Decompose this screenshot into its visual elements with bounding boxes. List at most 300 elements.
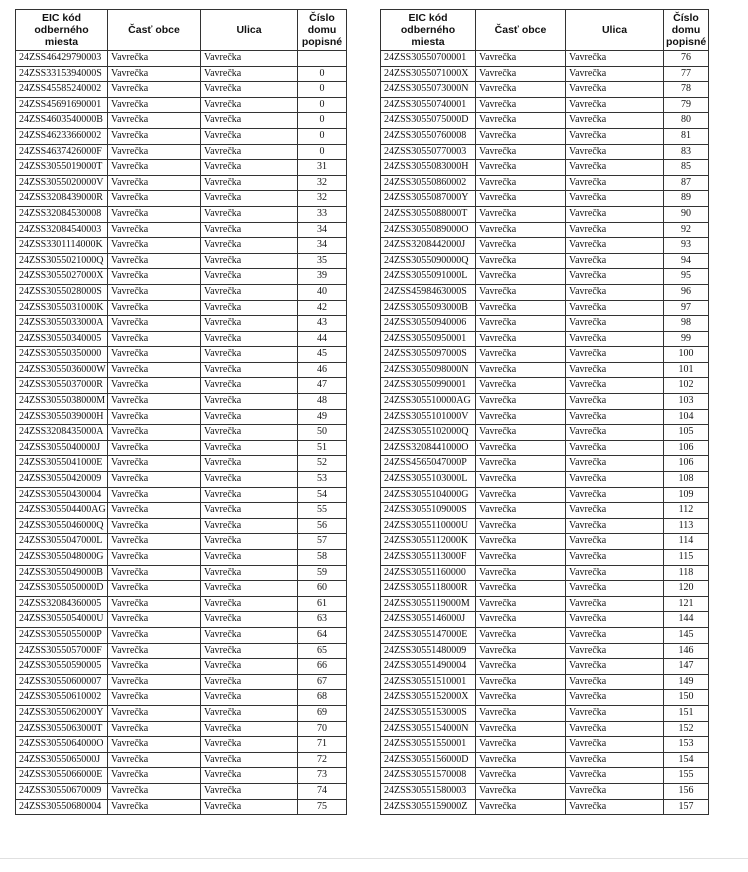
cell-eic: 24ZSS3315394000S <box>16 66 108 82</box>
table-row <box>16 783 347 799</box>
header-street: Ulica <box>201 10 298 51</box>
cell-street: Vavrečka <box>566 160 664 176</box>
cell-street: Vavrečka <box>201 737 298 753</box>
table-row <box>16 565 347 581</box>
cell-num: 77 <box>664 66 709 82</box>
cell-part: Vavrečka <box>476 394 566 410</box>
cell-num: 154 <box>664 752 709 768</box>
cell-part: Vavrečka <box>108 487 201 503</box>
cell-street: Vavrečka <box>566 472 664 488</box>
cell-num: 54 <box>298 487 347 503</box>
table-row <box>16 66 347 82</box>
cell-part: Vavrečka <box>108 394 201 410</box>
cell-part: Vavrečka <box>108 472 201 488</box>
cell-eic: 24ZSS3055154000N <box>381 721 476 737</box>
table-row <box>16 409 347 425</box>
cell-street: Vavrečka <box>201 66 298 82</box>
cell-num: 109 <box>664 487 709 503</box>
cell-eic: 24ZSS3055153000S <box>381 705 476 721</box>
cell-part: Vavrečka <box>476 440 566 456</box>
cell-eic: 24ZSS3055146000J <box>381 612 476 628</box>
cell-num: 60 <box>298 581 347 597</box>
cell-eic: 24ZSS46233660002 <box>16 128 108 144</box>
table-row <box>16 768 347 784</box>
table-row <box>16 487 347 503</box>
table-row <box>381 612 709 628</box>
cell-num: 40 <box>298 284 347 300</box>
cell-part: Vavrečka <box>476 51 566 67</box>
table-row <box>381 550 709 566</box>
table-row <box>16 160 347 176</box>
cell-num: 146 <box>664 643 709 659</box>
cell-part: Vavrečka <box>108 66 201 82</box>
cell-eic: 24ZSS3055159000Z <box>381 799 476 815</box>
cell-part: Vavrečka <box>108 612 201 628</box>
table-row <box>16 705 347 721</box>
table-row <box>381 799 709 815</box>
cell-eic: 24ZSS3055027000X <box>16 269 108 285</box>
cell-eic: 24ZSS3055110000U <box>381 518 476 534</box>
cell-street: Vavrečka <box>201 191 298 207</box>
cell-num: 96 <box>664 284 709 300</box>
cell-eic: 24ZSS3055039000H <box>16 409 108 425</box>
table-row <box>381 596 709 612</box>
cell-eic: 24ZSS3055090000Q <box>381 253 476 269</box>
cell-num: 92 <box>664 222 709 238</box>
cell-part: Vavrečka <box>108 503 201 519</box>
cell-num: 115 <box>664 550 709 566</box>
cell-part: Vavrečka <box>108 596 201 612</box>
cell-street: Vavrečka <box>566 565 664 581</box>
cell-part: Vavrečka <box>476 472 566 488</box>
cell-street: Vavrečka <box>201 394 298 410</box>
cell-part: Vavrečka <box>108 705 201 721</box>
cell-street: Vavrečka <box>566 51 664 67</box>
cell-eic: 24ZSS3055087000Y <box>381 191 476 207</box>
table-row <box>16 799 347 815</box>
cell-street: Vavrečka <box>566 799 664 815</box>
cell-eic: 24ZSS30551580003 <box>381 783 476 799</box>
cell-eic: 24ZSS30551570008 <box>381 768 476 784</box>
cell-part: Vavrečka <box>476 456 566 472</box>
cell-street: Vavrečka <box>201 206 298 222</box>
cell-num: 0 <box>298 113 347 129</box>
cell-street: Vavrečka <box>201 160 298 176</box>
cell-street: Vavrečka <box>566 206 664 222</box>
cell-part: Vavrečka <box>476 66 566 82</box>
cell-num: 34 <box>298 238 347 254</box>
cell-street: Vavrečka <box>201 409 298 425</box>
cell-num: 145 <box>664 627 709 643</box>
cell-street: Vavrečka <box>201 51 298 67</box>
cell-part: Vavrečka <box>476 503 566 519</box>
table-row <box>16 534 347 550</box>
table-row <box>16 737 347 753</box>
cell-num: 32 <box>298 191 347 207</box>
cell-part: Vavrečka <box>108 347 201 363</box>
table-row <box>381 581 709 597</box>
cell-street: Vavrečka <box>201 378 298 394</box>
cell-part: Vavrečka <box>476 362 566 378</box>
cell-eic: 24ZSS3055020000V <box>16 175 108 191</box>
cell-eic: 24ZSS30551510001 <box>381 674 476 690</box>
cell-street: Vavrečka <box>566 394 664 410</box>
cell-street: Vavrečka <box>566 425 664 441</box>
cell-part: Vavrečka <box>108 534 201 550</box>
cell-num: 95 <box>664 269 709 285</box>
cell-num: 76 <box>664 51 709 67</box>
table-row <box>381 752 709 768</box>
table-row <box>381 409 709 425</box>
table-row <box>381 659 709 675</box>
cell-eic: 24ZSS3055062000Y <box>16 705 108 721</box>
cell-num: 69 <box>298 705 347 721</box>
cell-num: 45 <box>298 347 347 363</box>
cell-part: Vavrečka <box>476 175 566 191</box>
cell-eic: 24ZSS4637426000F <box>16 144 108 160</box>
cell-eic: 24ZSS3055041000E <box>16 456 108 472</box>
cell-part: Vavrečka <box>476 705 566 721</box>
cell-street: Vavrečka <box>201 565 298 581</box>
table-row <box>16 550 347 566</box>
table-row <box>16 331 347 347</box>
cell-street: Vavrečka <box>201 97 298 113</box>
cell-num: 156 <box>664 783 709 799</box>
cell-num: 44 <box>298 331 347 347</box>
cell-eic: 24ZSS3055112000K <box>381 534 476 550</box>
cell-num: 114 <box>664 534 709 550</box>
cell-eic: 24ZSS3055104000G <box>381 487 476 503</box>
cell-eic: 24ZSS3055071000X <box>381 66 476 82</box>
cell-part: Vavrečka <box>476 331 566 347</box>
cell-eic: 24ZSS3055031000K <box>16 300 108 316</box>
cell-num: 150 <box>664 690 709 706</box>
cell-part: Vavrečka <box>108 300 201 316</box>
table-row <box>16 518 347 534</box>
cell-street: Vavrečka <box>201 534 298 550</box>
cell-num: 118 <box>664 565 709 581</box>
cell-part: Vavrečka <box>476 690 566 706</box>
cell-street: Vavrečka <box>201 799 298 815</box>
table-row <box>381 565 709 581</box>
cell-eic: 24ZSS30550600007 <box>16 674 108 690</box>
cell-street: Vavrečka <box>566 82 664 98</box>
cell-street: Vavrečka <box>566 347 664 363</box>
cell-street: Vavrečka <box>566 238 664 254</box>
cell-part: Vavrečka <box>108 82 201 98</box>
cell-street: Vavrečka <box>201 222 298 238</box>
cell-part: Vavrečka <box>108 581 201 597</box>
table-row <box>381 238 709 254</box>
cell-street: Vavrečka <box>201 581 298 597</box>
cell-street: Vavrečka <box>566 113 664 129</box>
cell-part: Vavrečka <box>108 550 201 566</box>
cell-num: 64 <box>298 627 347 643</box>
cell-eic: 24ZSS3055038000M <box>16 394 108 410</box>
table-row <box>381 66 709 82</box>
cell-part: Vavrečka <box>108 674 201 690</box>
cell-street: Vavrečka <box>201 503 298 519</box>
cell-num: 48 <box>298 394 347 410</box>
table-row <box>381 128 709 144</box>
cell-num: 75 <box>298 799 347 815</box>
cell-eic: 24ZSS3208441000O <box>381 440 476 456</box>
table-row <box>16 128 347 144</box>
cell-eic: 24ZSS3055083000H <box>381 160 476 176</box>
table-row <box>381 300 709 316</box>
cell-part: Vavrečka <box>108 440 201 456</box>
cell-eic: 24ZSS30550950001 <box>381 331 476 347</box>
cell-part: Vavrečka <box>476 768 566 784</box>
cell-num: 83 <box>664 144 709 160</box>
cell-street: Vavrečka <box>566 378 664 394</box>
cell-part: Vavrečka <box>476 97 566 113</box>
table-row <box>16 721 347 737</box>
cell-num: 81 <box>664 128 709 144</box>
cell-num: 149 <box>664 674 709 690</box>
cell-eic: 24ZSS3055152000X <box>381 690 476 706</box>
cell-num: 71 <box>298 737 347 753</box>
cell-num: 55 <box>298 503 347 519</box>
cell-eic: 24ZSS32084360005 <box>16 596 108 612</box>
cell-street: Vavrečka <box>566 66 664 82</box>
cell-num: 106 <box>664 440 709 456</box>
cell-part: Vavrečka <box>108 690 201 706</box>
cell-part: Vavrečka <box>108 643 201 659</box>
table-row <box>16 362 347 378</box>
cell-street: Vavrečka <box>566 783 664 799</box>
cell-street: Vavrečka <box>201 300 298 316</box>
cell-num: 94 <box>664 253 709 269</box>
cell-eic: 24ZSS3055156000D <box>381 752 476 768</box>
cell-part: Vavrečka <box>108 752 201 768</box>
table-row <box>16 581 347 597</box>
cell-part: Vavrečka <box>476 534 566 550</box>
cell-eic: 24ZSS3301114000K <box>16 238 108 254</box>
cell-part: Vavrečka <box>476 783 566 799</box>
cell-part: Vavrečka <box>108 191 201 207</box>
table-row <box>381 331 709 347</box>
cell-part: Vavrečka <box>108 659 201 675</box>
cell-num: 73 <box>298 768 347 784</box>
cell-part: Vavrečka <box>108 378 201 394</box>
cell-eic: 24ZSS3208439000R <box>16 191 108 207</box>
cell-street: Vavrečka <box>201 487 298 503</box>
cell-street: Vavrečka <box>566 222 664 238</box>
cell-part: Vavrečka <box>108 627 201 643</box>
cell-num: 105 <box>664 425 709 441</box>
cell-eic: 24ZSS3055019000T <box>16 160 108 176</box>
table-row <box>16 612 347 628</box>
cell-eic: 24ZSS4603540000B <box>16 113 108 129</box>
cell-eic: 24ZSS30550770003 <box>381 144 476 160</box>
table-row <box>16 627 347 643</box>
cell-street: Vavrečka <box>201 674 298 690</box>
cell-eic: 24ZSS3055091000L <box>381 269 476 285</box>
cell-street: Vavrečka <box>201 238 298 254</box>
cell-street: Vavrečka <box>201 128 298 144</box>
cell-eic: 24ZSS3055089000O <box>381 222 476 238</box>
cell-eic: 24ZSS3055119000M <box>381 596 476 612</box>
table-row <box>16 238 347 254</box>
table-row <box>381 362 709 378</box>
cell-street: Vavrečka <box>201 518 298 534</box>
cell-num: 89 <box>664 191 709 207</box>
cell-part: Vavrečka <box>108 144 201 160</box>
cell-street: Vavrečka <box>201 269 298 285</box>
header-row <box>381 10 709 51</box>
cell-eic: 24ZSS3055064000O <box>16 737 108 753</box>
table-row <box>16 659 347 675</box>
cell-eic: 24ZSS3055036000W <box>16 362 108 378</box>
cell-part: Vavrečka <box>108 97 201 113</box>
table-row <box>16 425 347 441</box>
cell-num: 61 <box>298 596 347 612</box>
table-row <box>381 82 709 98</box>
cell-num: 67 <box>298 674 347 690</box>
cell-num: 31 <box>298 160 347 176</box>
cell-eic: 24ZSS3055066000E <box>16 768 108 784</box>
table-row <box>16 82 347 98</box>
cell-eic: 24ZSS30550760008 <box>381 128 476 144</box>
table-row <box>16 752 347 768</box>
cell-eic: 24ZSS30550350000 <box>16 347 108 363</box>
cell-num: 0 <box>298 97 347 113</box>
cell-part: Vavrečka <box>476 82 566 98</box>
cell-street: Vavrečka <box>201 768 298 784</box>
cell-street: Vavrečka <box>201 331 298 347</box>
cell-part: Vavrečka <box>108 456 201 472</box>
cell-street: Vavrečka <box>566 518 664 534</box>
cell-part: Vavrečka <box>108 222 201 238</box>
cell-num: 112 <box>664 503 709 519</box>
cell-part: Vavrečka <box>108 565 201 581</box>
cell-street: Vavrečka <box>566 409 664 425</box>
cell-num: 0 <box>298 82 347 98</box>
left-table <box>15 9 347 815</box>
cell-street: Vavrečka <box>566 721 664 737</box>
table-row <box>381 269 709 285</box>
table-row <box>381 737 709 753</box>
header-row <box>16 10 347 51</box>
cell-eic: 24ZSS3055097000S <box>381 347 476 363</box>
cell-street: Vavrečka <box>201 721 298 737</box>
cell-street: Vavrečka <box>201 284 298 300</box>
cell-eic: 24ZSS30550590005 <box>16 659 108 675</box>
table-row <box>16 97 347 113</box>
cell-street: Vavrečka <box>566 456 664 472</box>
cell-street: Vavrečka <box>201 82 298 98</box>
cell-part: Vavrečka <box>108 253 201 269</box>
cell-part: Vavrečka <box>108 206 201 222</box>
cell-eic: 24ZSS3055046000Q <box>16 518 108 534</box>
cell-part: Vavrečka <box>476 425 566 441</box>
table-row <box>16 284 347 300</box>
cell-eic: 24ZSS30550430004 <box>16 487 108 503</box>
cell-part: Vavrečka <box>476 565 566 581</box>
cell-num: 113 <box>664 518 709 534</box>
cell-eic: 24ZSS30550610002 <box>16 690 108 706</box>
cell-street: Vavrečka <box>566 705 664 721</box>
cell-eic: 24ZSS3055048000G <box>16 550 108 566</box>
table-row <box>16 300 347 316</box>
cell-part: Vavrečka <box>476 269 566 285</box>
table-row <box>381 113 709 129</box>
cell-part: Vavrečka <box>476 191 566 207</box>
table-row <box>16 503 347 519</box>
cell-part: Vavrečka <box>476 222 566 238</box>
cell-street: Vavrečka <box>201 425 298 441</box>
cell-num: 103 <box>664 394 709 410</box>
table-row <box>16 144 347 160</box>
table-row <box>381 456 709 472</box>
cell-num: 50 <box>298 425 347 441</box>
cell-num: 57 <box>298 534 347 550</box>
table-row <box>381 705 709 721</box>
cell-street: Vavrečka <box>566 581 664 597</box>
cell-part: Vavrečka <box>476 550 566 566</box>
table-row <box>381 51 709 67</box>
table-row <box>381 487 709 503</box>
cell-street: Vavrečka <box>566 440 664 456</box>
cell-num: 72 <box>298 752 347 768</box>
cell-street: Vavrečka <box>566 674 664 690</box>
table-row <box>381 721 709 737</box>
cell-eic: 24ZSS305510000AG <box>381 394 476 410</box>
table-row <box>16 113 347 129</box>
cell-street: Vavrečka <box>566 191 664 207</box>
cell-eic: 24ZSS3055055000P <box>16 627 108 643</box>
cell-num: 49 <box>298 409 347 425</box>
cell-num: 70 <box>298 721 347 737</box>
cell-street: Vavrečka <box>566 752 664 768</box>
cell-num: 47 <box>298 378 347 394</box>
cell-part: Vavrečka <box>476 643 566 659</box>
cell-num: 34 <box>298 222 347 238</box>
cell-street: Vavrečka <box>201 456 298 472</box>
cell-part: Vavrečka <box>476 674 566 690</box>
cell-street: Vavrečka <box>566 144 664 160</box>
cell-street: Vavrečka <box>566 97 664 113</box>
cell-street: Vavrečka <box>566 128 664 144</box>
cell-eic: 24ZSS3055093000B <box>381 300 476 316</box>
cell-street: Vavrečka <box>201 175 298 191</box>
cell-street: Vavrečka <box>566 253 664 269</box>
cell-num: 90 <box>664 206 709 222</box>
cell-street: Vavrečka <box>566 284 664 300</box>
header-num: Číslo domu popisné <box>298 10 347 51</box>
cell-num: 79 <box>664 97 709 113</box>
cell-eic: 24ZSS30550340005 <box>16 331 108 347</box>
cell-street: Vavrečka <box>201 347 298 363</box>
table-row <box>381 347 709 363</box>
cell-eic: 24ZSS3208442000J <box>381 238 476 254</box>
cell-street: Vavrečka <box>566 300 664 316</box>
cell-street: Vavrečka <box>566 627 664 643</box>
cell-num: 151 <box>664 705 709 721</box>
cell-eic: 24ZSS4598463000S <box>381 284 476 300</box>
page-edge <box>0 858 748 859</box>
cell-eic: 24ZSS3055021000Q <box>16 253 108 269</box>
cell-eic: 24ZSS3055118000R <box>381 581 476 597</box>
cell-eic: 24ZSS3055101000V <box>381 409 476 425</box>
right-table <box>380 9 709 815</box>
table-row <box>16 191 347 207</box>
cell-street: Vavrečka <box>566 503 664 519</box>
cell-part: Vavrečka <box>108 51 201 67</box>
cell-part: Vavrečka <box>476 378 566 394</box>
cell-num: 102 <box>664 378 709 394</box>
